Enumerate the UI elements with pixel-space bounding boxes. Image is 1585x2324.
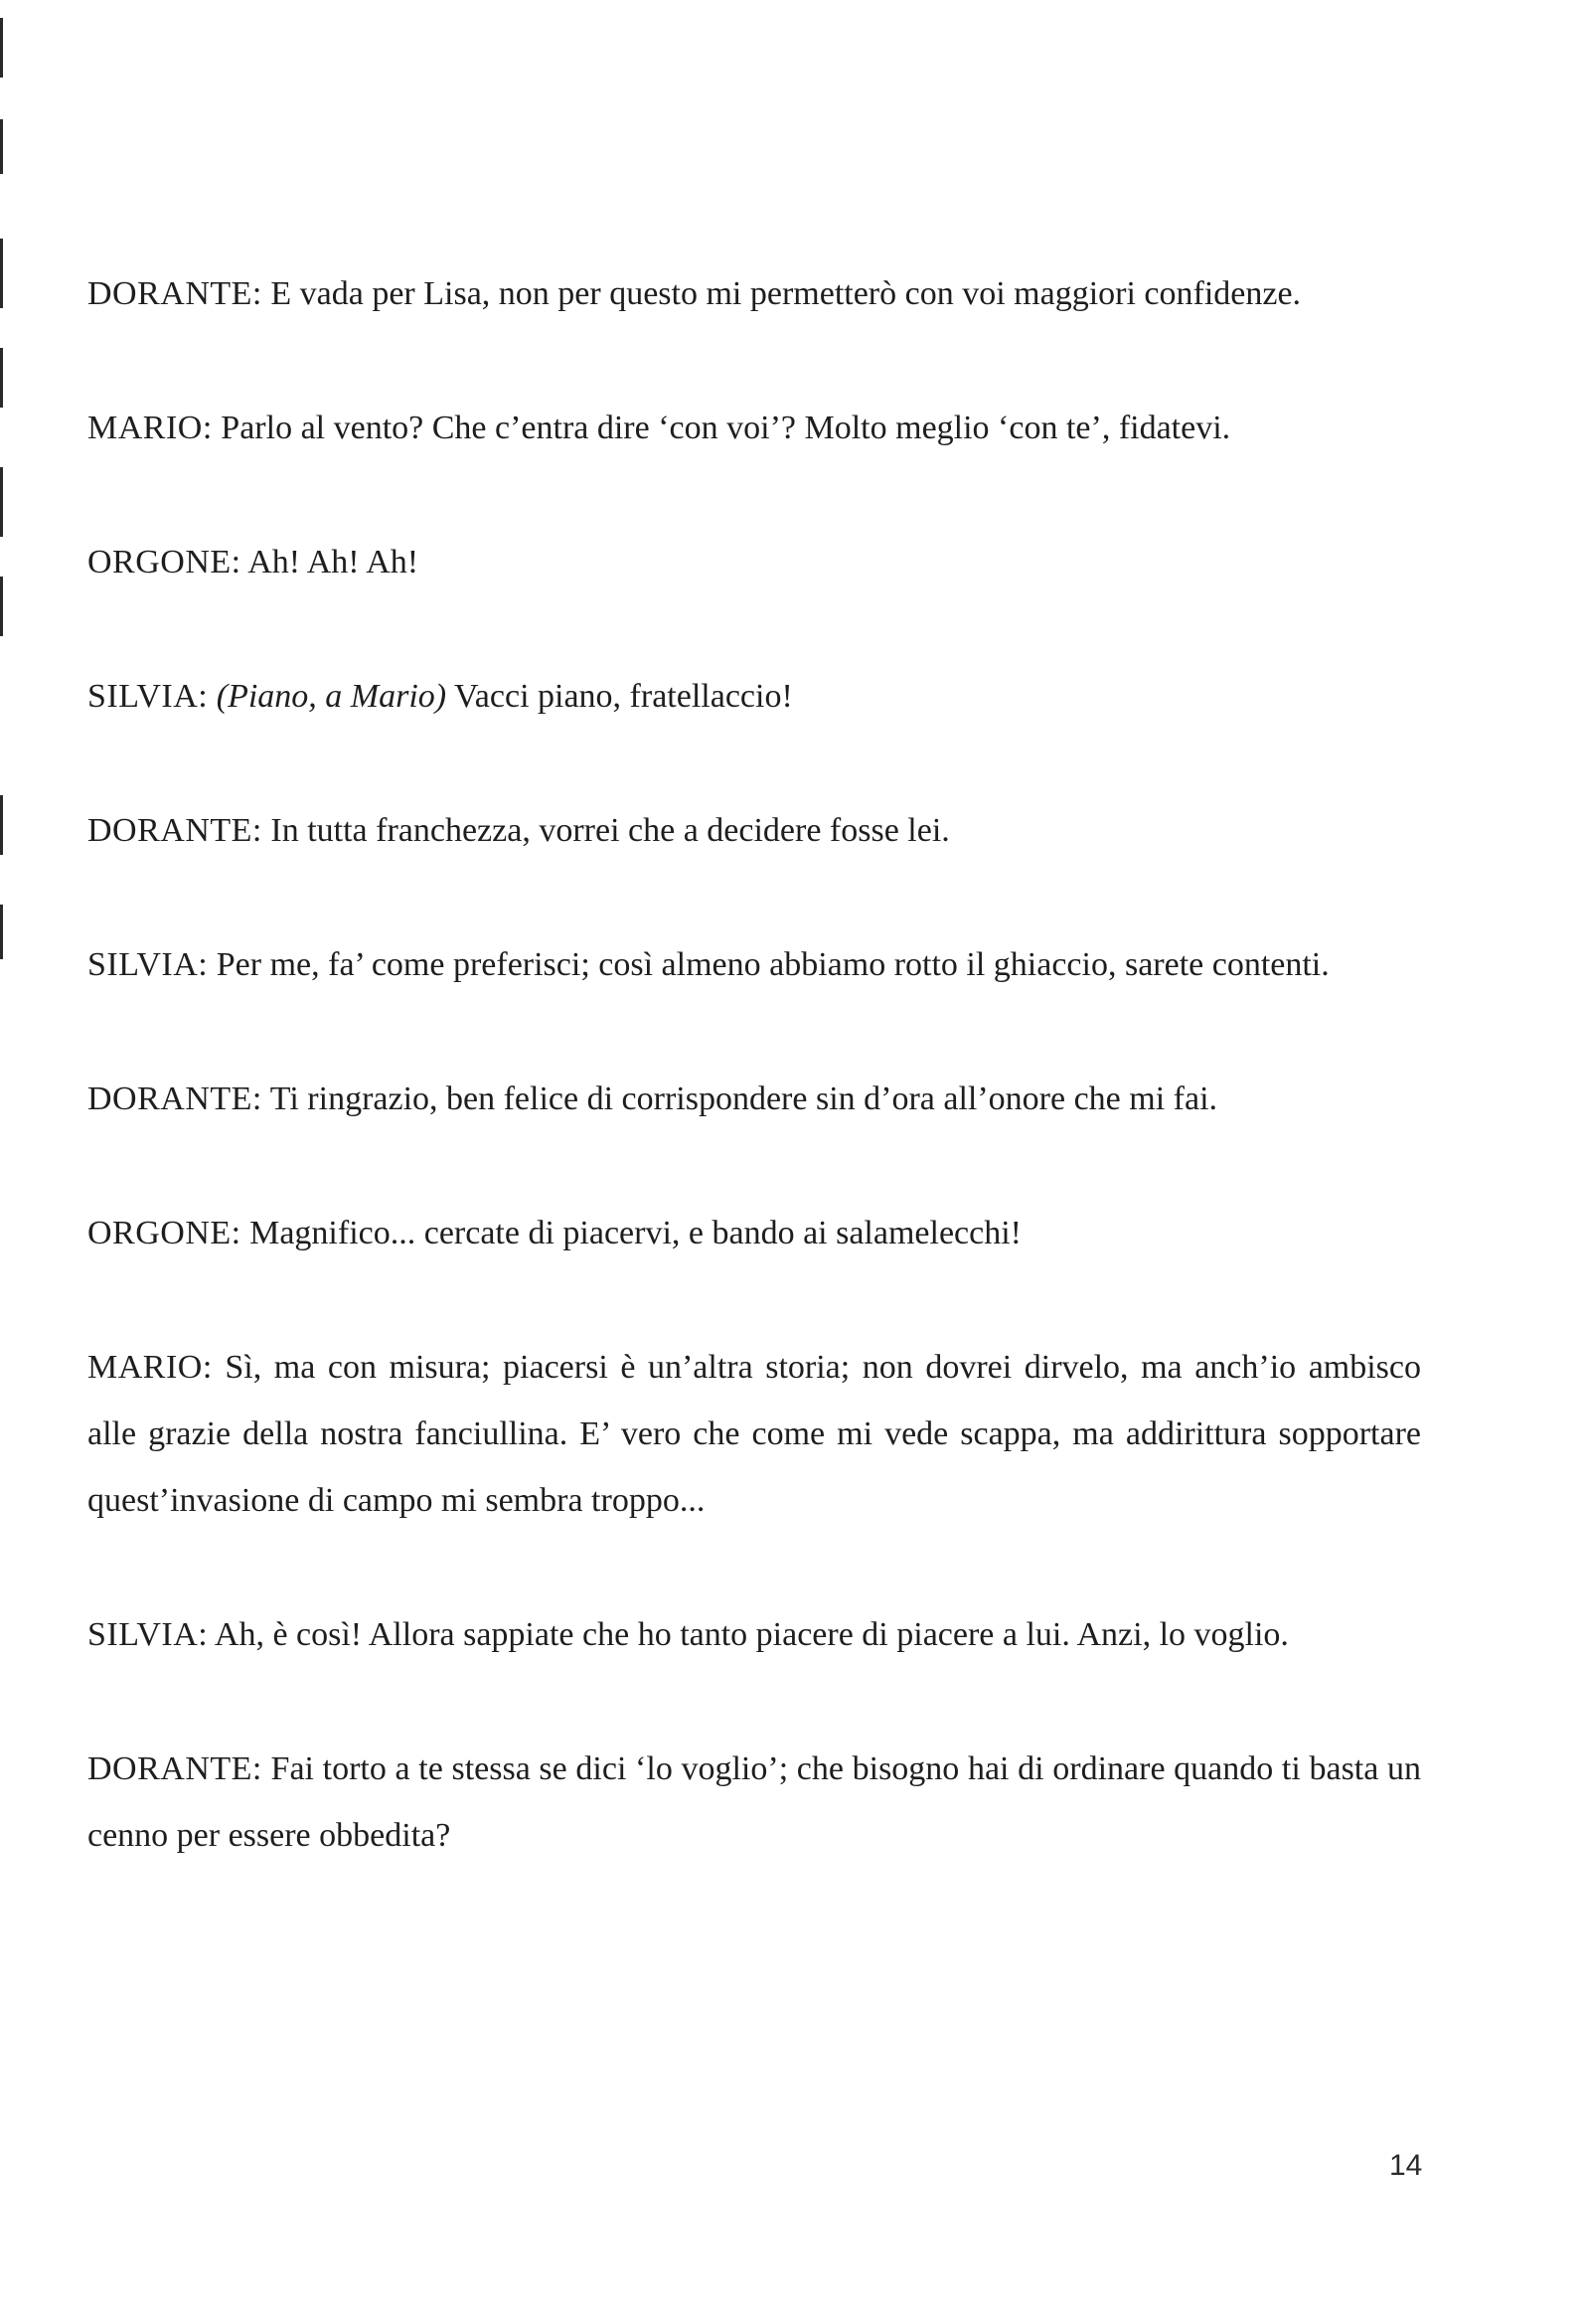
dialogue-text bbox=[87, 260, 1421, 1936]
line-text: Parlo al vento? Che c’entra dire ‘con voi’? Molto meglio ‘con te’, fidatevi. bbox=[221, 410, 1231, 446]
dialogue-line bbox=[87, 1736, 1421, 1869]
speaker-name: SILVIA: bbox=[87, 1616, 209, 1653]
speaker-name: SILVIA: bbox=[87, 946, 209, 983]
speaker-name: MARIO: bbox=[87, 1349, 213, 1386]
dialogue-line bbox=[87, 260, 1421, 327]
line-text: Per me, fa’ come preferisci; così almeno abbiamo rotto il ghiaccio, sarete contenti. bbox=[216, 946, 1330, 983]
dialogue-line bbox=[87, 1334, 1421, 1534]
line-text: Fai torto a te stessa se dici ‘lo voglio’; che bisogno hai di ordinare quando ti basta un cenno per essere obbedita? bbox=[87, 1750, 1421, 1854]
scan-edge-mark bbox=[0, 18, 3, 78]
scan-edge-mark bbox=[0, 905, 3, 959]
dialogue-line bbox=[87, 1066, 1421, 1132]
speaker-name: ORGONE: bbox=[87, 544, 241, 581]
line-text: In tutta franchezza, vorrei che a decidere fosse lei. bbox=[270, 812, 950, 849]
dialogue-line bbox=[87, 395, 1421, 461]
page-number: 14 bbox=[1389, 2149, 1423, 2182]
line-text: Magnifico... cercate di piacervi, e bando ai salamelecchi! bbox=[249, 1215, 1022, 1251]
scan-edge-mark bbox=[0, 239, 3, 308]
speaker-name: DORANTE: bbox=[87, 1080, 262, 1117]
dialogue-line bbox=[87, 931, 1421, 998]
speaker-name: SILVIA: bbox=[87, 678, 209, 715]
speaker-name: DORANTE: bbox=[87, 1750, 262, 1787]
speaker-name: DORANTE: bbox=[87, 275, 262, 312]
dialogue-line bbox=[87, 529, 1421, 595]
scan-edge-mark bbox=[0, 119, 3, 174]
dialogue-line bbox=[87, 1200, 1421, 1266]
line-text: Ti ringrazio, ben felice di corrispondere sin d’ora all’onore che mi fai. bbox=[269, 1080, 1218, 1117]
line-text: Vacci piano, fratellaccio! bbox=[454, 678, 793, 715]
line-text: Sì, ma con misura; piacersi è un’altra storia; non dovrei dirvelo, ma anch’io ambisco alle grazie della nostra fanciullina. E’ vero che come mi vede scappa, ma addirittura sopportare quest’invasione di campo mi sembra troppo... bbox=[87, 1349, 1422, 1519]
scan-edge-mark bbox=[0, 467, 3, 537]
dialogue-line bbox=[87, 1601, 1421, 1668]
speaker-name: DORANTE: bbox=[87, 812, 262, 849]
line-text: Ah! Ah! Ah! bbox=[247, 544, 419, 581]
line-text: Ah, è così! Allora sappiate che ho tanto piacere di piacere a lui. Anzi, lo voglio. bbox=[214, 1616, 1289, 1653]
dialogue-line bbox=[87, 797, 1421, 864]
stage-direction: (Piano, a Mario) bbox=[216, 678, 447, 715]
scan-edge-mark bbox=[0, 795, 3, 855]
speaker-name: MARIO: bbox=[87, 410, 213, 446]
scan-edge-mark bbox=[0, 577, 3, 636]
dialogue-line bbox=[87, 663, 1421, 730]
line-text: E vada per Lisa, non per questo mi permetterò con voi maggiori confidenze. bbox=[270, 275, 1302, 312]
speaker-name: ORGONE: bbox=[87, 1215, 241, 1251]
scan-edge-mark bbox=[0, 348, 3, 408]
